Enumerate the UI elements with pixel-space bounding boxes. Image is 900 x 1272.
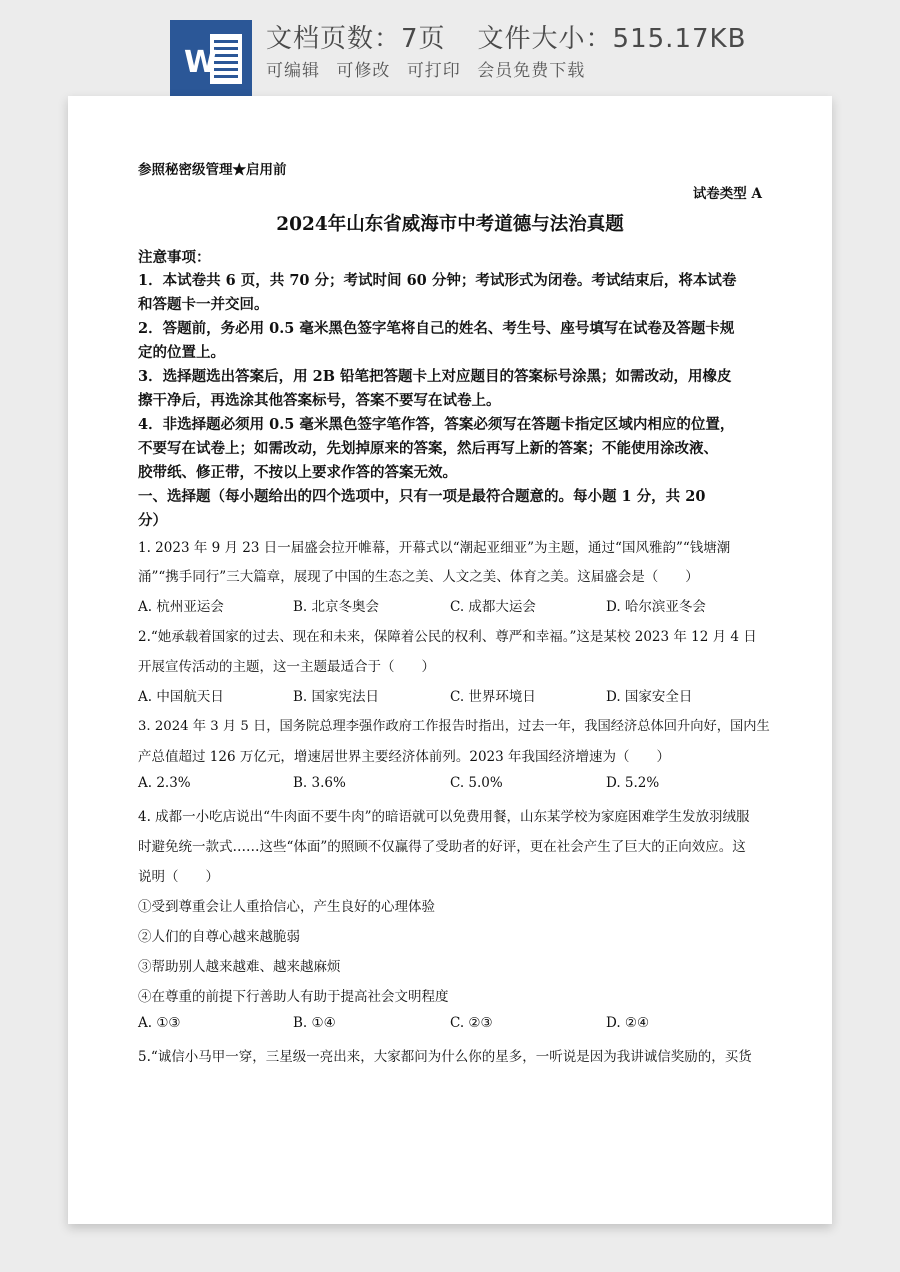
feature-printable: 可打印: [406, 61, 461, 81]
question-2-option-a: A. 中国航天日: [138, 689, 224, 705]
question-3-option-b: B. 3.6%: [293, 775, 346, 791]
feature-editable: 可编辑: [266, 61, 320, 81]
question-3-option-c: C. 5.0%: [450, 775, 503, 791]
question-4-option-a: A. ①③: [138, 1015, 181, 1031]
question-1-option-d: D. 哈尔滨亚冬会: [606, 599, 706, 615]
question-4-option-b: B. ①④: [293, 1015, 336, 1031]
question-1-text: 1. 2023 年 9 月 23 日一届盛会拉开帷幕，开幕式以“潮起亚细亚”为主题，通过“国风雅韵”“钱塘潮: [138, 540, 731, 556]
question-3-option-a: A. 2.3%: [138, 775, 191, 791]
question-4-text: 时避免统一款式……这些“体面”的照顾不仅赢得了受助者的好评，更在社会产生了巨大的正向效应。这: [138, 839, 746, 855]
question-4-option-c: C. ②③: [450, 1015, 493, 1031]
notice-line: 3．选择题选出答案后，用 2B 铅笔把答题卡上对应题目的答案标号涂黑；如需改动，用橡皮: [138, 368, 732, 385]
document-banner: [0, 0, 900, 96]
question-3-text: 产总值超过 126 万亿元，增速居世界主要经济体前列。2023 年我国经济增速为（ ）: [138, 749, 670, 765]
question-1-option-c: C. 成都大运会: [450, 599, 536, 615]
exam-title: 2024年山东省威海市中考道德与法治真题: [276, 214, 624, 235]
notice-line: 和答题卡一并交回。: [138, 296, 269, 313]
question-3-option-d: D. 5.2%: [606, 775, 660, 791]
question-1-option-b: B. 北京冬奥会: [293, 599, 380, 615]
notice-line: 擦干净后，再选涂其他答案标号，答案不要写在试卷上。: [138, 392, 501, 409]
question-4-text: 4. 成都一小吃店说出“牛肉面不要牛肉”的暗语就可以免费用餐，山东某学校为家庭困难学生发放羽绒服: [138, 809, 750, 825]
feature-modifiable: 可修改: [336, 61, 391, 81]
word-document-icon: [170, 20, 252, 96]
file-size: 文件大小：515.17KB: [477, 24, 747, 54]
question-4-text: 说明（ ）: [138, 869, 219, 885]
question-2-text: 开展宣传活动的主题，这一主题最适合于（ ）: [138, 659, 435, 675]
banner-title: [266, 18, 746, 55]
feature-member-download: 会员免费下载: [477, 61, 586, 81]
feature-list: [266, 56, 595, 81]
section-heading: 一、选择题（每小题给出的四个选项中，只有一项是最符合题意的。每小题 1 分，共 20: [138, 488, 706, 505]
question-3-text: 3. 2024 年 3 月 5 日，国务院总理李强作政府工作报告时指出，过去一年，我国经济总体回升向好，国内生: [138, 719, 770, 734]
notice-line: 胶带纸、修正带，不按以上要求作答的答案无效。: [138, 464, 457, 481]
notice-line: 4．非选择题必须用 0.5 毫米黑色签字笔作答，答案必须写在答题卡指定区域内相应的位置，: [138, 416, 735, 433]
notice-line: 不要写在试卷上；如需改动，先划掉原来的答案，然后再写上新的答案；不能使用涂改液、: [138, 440, 718, 457]
section-heading: 分）: [138, 512, 167, 529]
notice-line: 2．答题前，务必用 0.5 毫米黑色签字笔将自己的姓名、考生号、座号填写在试卷及答题卡规: [138, 320, 735, 337]
question-4-statement: ④在尊重的前提下行善助人有助于提高社会文明程度: [138, 989, 449, 1005]
question-2-text: 2.“她承载着国家的过去、现在和未来，保障着公民的权利、尊严和幸福。”这是某校 2023 年 12 月 4 日: [138, 629, 757, 645]
question-2-option-c: C. 世界环境日: [450, 689, 536, 705]
notice-line: 1．本试卷共 6 页，共 70 分；考试时间 60 分钟；考试形式为闭卷。考试结束后，将本试卷: [138, 272, 737, 289]
secret-level: 参照秘密级管理★启用前: [138, 162, 287, 178]
page-count: 文档页数：7页: [266, 24, 446, 54]
word-letter-icon: W: [184, 45, 218, 80]
notice-line: 定的位置上。: [138, 344, 225, 361]
question-4-statement: ①受到尊重会让人重拾信心，产生良好的心理体验: [138, 899, 435, 915]
question-1-option-a: A. 杭州亚运会: [138, 599, 224, 615]
notice-heading: 注意事项：: [138, 249, 211, 266]
question-4-statement: ②人们的自尊心越来越脆弱: [138, 929, 300, 945]
exam-paper: [68, 96, 832, 1224]
question-2-option-b: B. 国家宪法日: [293, 689, 380, 705]
question-1-text: 涌”“携手同行”三大篇章，展现了中国的生态之美、人文之美、体育之美。这届盛会是（ ）: [138, 569, 699, 585]
paper-type: 试卷类型 A: [692, 186, 762, 202]
question-4-option-d: D. ②④: [606, 1015, 650, 1031]
question-5-text: 5.“诚信小马甲一穿，三星级一亮出来，大家都问为什么你的星多，一听说是因为我讲诚信奖励的，买货: [138, 1049, 752, 1065]
question-4-statement: ③帮助别人越来越难、越来越麻烦: [138, 959, 341, 975]
question-2-option-d: D. 国家安全日: [606, 689, 693, 705]
